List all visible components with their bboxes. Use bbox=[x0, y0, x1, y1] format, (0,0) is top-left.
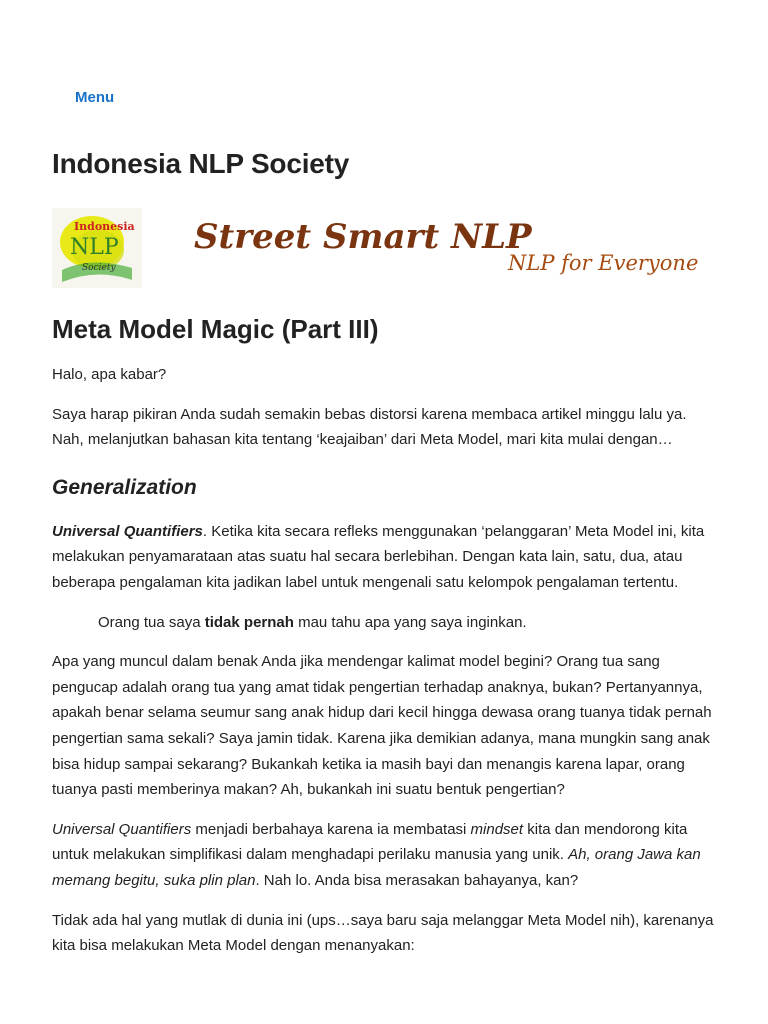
logo-text-top: Indonesia bbox=[74, 220, 135, 233]
paragraph-conclusion: Tidak ada hal yang mutlak di dunia ini (ups…saya baru saja melanggar Meta Model nih), karenanya kita bisa melakukan Meta Model dengan menanyakan: bbox=[52, 911, 714, 955]
paragraph-question: Apa yang muncul dalam benak Anda jika mendengar kalimat model begini? Orang tua sang pengucap adalah orang tua yang amat tidak pengertian terhadap anaknya, bukan? Pertanyannya, apakah benar selama seumur sang anak hidup dari kecil hingga dewasa orang tuanya tidak pernah pengertian sama sekali? Saya jamin tidak. Karena jika demikian adanya, mana mungkin sang anak bisa hidup sampai sekarang? Bukankah ketika ia masih bayi dan menangis karena lapar, orang tuanya pasti memberinya makan? Ah, bukankah ini suatu bentuk pengertian? bbox=[52, 653, 712, 799]
banner-tagline: NLP for Everyone bbox=[508, 251, 699, 275]
example-sentence bbox=[52, 610, 718, 636]
society-logo-graphic bbox=[52, 208, 142, 288]
p5-quote: Ah, orang Jawa kan memang begitu, suka plin plan bbox=[52, 846, 701, 889]
paragraph-danger bbox=[52, 817, 718, 894]
banner-text-graphic bbox=[158, 206, 718, 290]
p5-term: Universal Quantifiers bbox=[52, 820, 192, 838]
paragraph-greeting: Halo, apa kabar? bbox=[52, 366, 167, 383]
header-banner[interactable] bbox=[52, 206, 718, 290]
article-title: Meta Model Magic (Part III) bbox=[52, 314, 379, 344]
logo-text-bottom: Society bbox=[82, 263, 116, 273]
logo-text-main: NLP bbox=[70, 235, 119, 260]
menu-link[interactable]: Menu bbox=[75, 89, 115, 106]
example-emphasis: tidak pernah bbox=[204, 613, 294, 631]
article-body bbox=[52, 362, 718, 973]
p5-mindset: mindset bbox=[470, 820, 524, 838]
site-title[interactable]: Indonesia NLP Society bbox=[52, 148, 350, 179]
society-logo bbox=[52, 208, 142, 288]
term-universal-quantifiers: Universal Quantifiers bbox=[52, 522, 203, 540]
paragraph-universal-quantifiers-text: . Ketika kita secara refleks menggunakan ‘pelanggaran’ Meta Model ini, kita melakukan penyamarataan atas suatu hal secara berlebihan. Dengan kata lain, satu, dua, atau beberapa pengalaman kita jadikan label untuk mengenali satu kelompok pengalaman tertentu. bbox=[52, 522, 705, 591]
p5-text-3: . Nah lo. Anda bisa merasakan bahayanya, kan? bbox=[255, 871, 579, 889]
banner-headline: Street Smart NLP bbox=[194, 217, 532, 257]
paragraph-universal-quantifiers bbox=[52, 519, 718, 596]
p5-text-1: menjadi berbahaya karena ia membatasi bbox=[191, 820, 471, 838]
example-part-b: mau tahu apa yang saya inginkan. bbox=[293, 613, 527, 631]
example-part-a: Orang tua saya bbox=[98, 613, 205, 631]
section-heading-generalization: Generalization bbox=[52, 475, 197, 499]
p5-text-2: kita dan mendorong kita untuk melakukan simplifikasi dalam menghadapi perilaku manusia yang unik. bbox=[52, 820, 688, 864]
paragraph-intro: Saya harap pikiran Anda sudah semakin bebas distorsi karena membaca artikel minggu lalu ya. Nah, melanjutkan bahasan kita tentang ‘keajaiban’ dari Meta Model, mari kita mulai dengan… bbox=[52, 405, 687, 449]
